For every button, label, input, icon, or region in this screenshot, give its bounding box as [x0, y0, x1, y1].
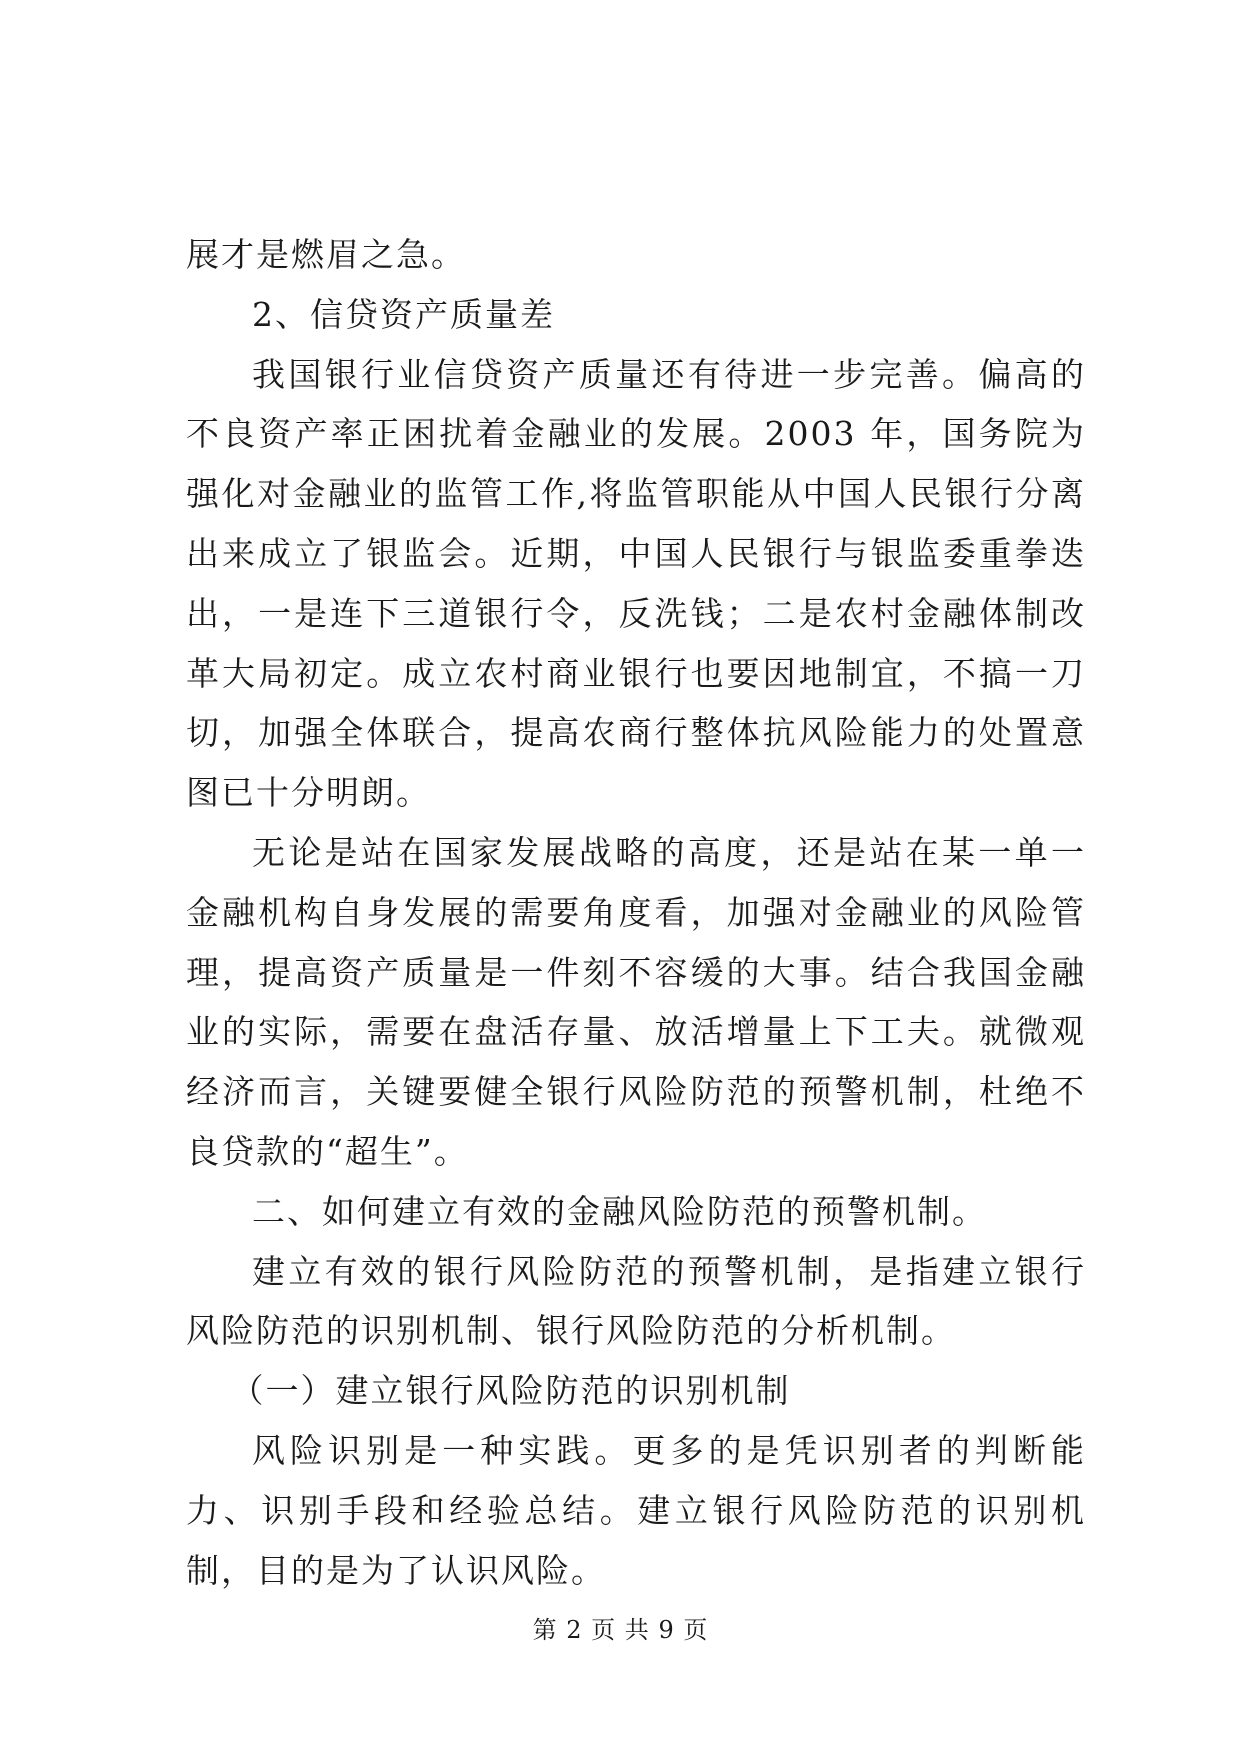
paragraph-continuation: 展才是燃眉之急。: [186, 235, 466, 274]
paragraph-risk-management: 无论是站在国家发展战略的高度，还是站在某一单一金融机构自身发展的需要角度看，加强对金融业的风险管理，提高资产质量是一件刻不容缓的大事。结合我国金融业的实际，需要在盘活存量、放活增量上下工夫。就微观经济而言，关键要健全银行风险防范的预警机制，杜绝不良贷款的“超生”。: [186, 832, 1086, 1171]
subheading-credit-asset-quality: 2、信贷资产质量差: [252, 294, 555, 334]
page-number-footer: 第 2 页 共 9 页: [532, 1616, 709, 1644]
section-heading-warning-mechanism: 二、如何建立有效的金融风险防范的预警机制。: [252, 1191, 987, 1231]
document-body: [186, 225, 1086, 1600]
paragraph-mechanism-definition: 建立有效的银行风险防范的预警机制，是指建立银行风险防范的识别机制、银行风险防范的分析机制。: [186, 1251, 1086, 1351]
paragraph-credit-quality: 我国银行业信贷资产质量还有待进一步完善。偏高的不良资产率正困扰着金融业的发展。2003 年，国务院为强化对金融业的监管工作,将监管职能从中国人民银行分离出来成立了银监会。近期，中国人民银行与银监委重拳迭出，一是连下三道银行令，反洗钱；二是农村金融体制改革大局初定。成立农村商业银行也要因地制宜，不搞一刀切，加强全体联合，提高农商行整体抗风险能力的处置意图已十分明朗。: [186, 354, 1086, 813]
paragraph-risk-identification: 风险识别是一种实践。更多的是凭识别者的判断能力、识别手段和经验总结。建立银行风险防范的识别机制，目的是为了认识风险。: [186, 1430, 1086, 1590]
subheading-identification-mechanism: （一）建立银行风险防范的识别机制: [230, 1371, 791, 1411]
